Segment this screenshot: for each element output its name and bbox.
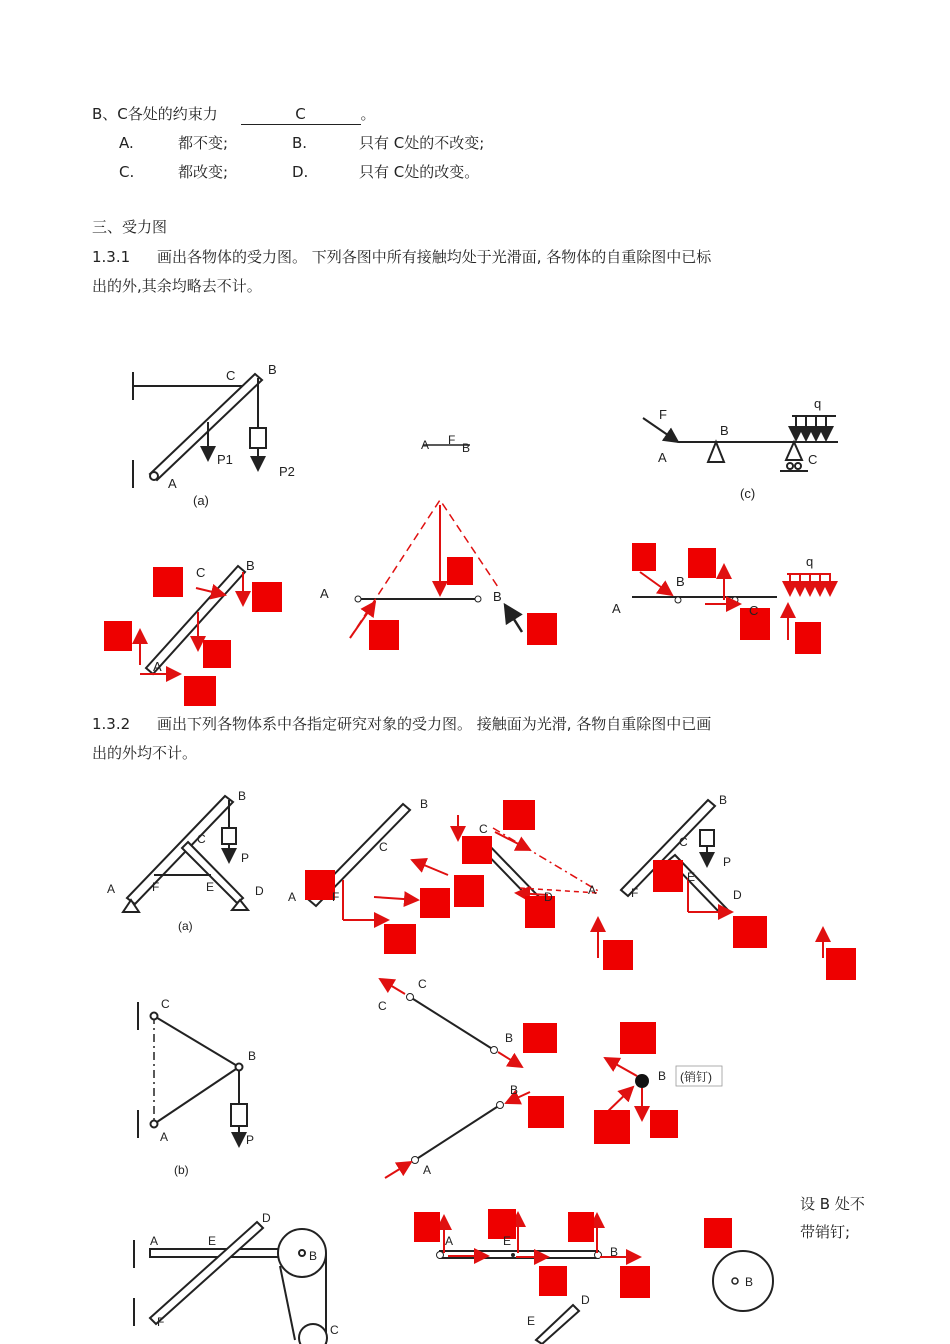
label-p: P (246, 1133, 255, 1147)
p132-number: 1.3.2 (92, 715, 131, 733)
option-a-key: A. (119, 134, 134, 152)
label-b: B (462, 441, 471, 455)
label-a: A (320, 586, 329, 601)
side-note-1: 设 B 处不 (800, 1195, 865, 1213)
label-c: C (197, 832, 206, 846)
label-b: B (719, 793, 728, 807)
label-a: A (423, 1163, 432, 1177)
label-c: C (196, 565, 206, 580)
label-ya (305, 870, 335, 900)
label-yb (568, 1212, 594, 1242)
label-f-box (447, 557, 473, 585)
label-a: A (168, 476, 177, 491)
option-c-key: C. (119, 163, 135, 181)
question-stem-suffix: 。 (360, 105, 376, 123)
label-c: C (479, 822, 488, 836)
label-f: F (631, 886, 639, 900)
label-d: D (733, 888, 742, 902)
label-f: F (152, 880, 160, 894)
label-c: C (749, 603, 759, 618)
label-xa (184, 676, 216, 706)
p131-line2: 出的外,其余均略去不计。 (92, 277, 262, 295)
label-f: F (157, 1315, 165, 1329)
pin-label: (销钉) (680, 1070, 712, 1084)
label-b: B (246, 558, 255, 573)
label-a: A (445, 1234, 454, 1248)
p132-line2: 出的外均不计。 (92, 744, 198, 762)
label-yd-2 (826, 948, 856, 980)
label-p1: P1 (217, 452, 233, 467)
option-b-key: B. (292, 134, 308, 152)
label-e: E (503, 1234, 512, 1248)
label-a: A (160, 1130, 169, 1144)
fig-131b (421, 433, 470, 455)
label-fc (153, 567, 183, 597)
label-fab (528, 1096, 564, 1128)
answer-row-2 (288, 793, 856, 980)
option-c-text: 都改变; (178, 163, 229, 181)
fig-131a-caption: (a) (193, 493, 209, 508)
label-b: B (610, 1245, 619, 1259)
label-c: C (808, 452, 818, 467)
label-yc (795, 622, 821, 654)
label-fc-2 (503, 800, 535, 830)
section-heading: 三、受力图 (92, 218, 168, 236)
label-e: E (208, 1234, 217, 1248)
label-yd (603, 940, 633, 970)
pulley-disc (713, 1251, 773, 1311)
label-fbc-2 (620, 1022, 656, 1054)
label-yb (688, 548, 716, 578)
label-fc (454, 875, 484, 907)
label-fb (527, 613, 557, 645)
label-b: B (510, 1083, 519, 1097)
label-xe (539, 1266, 567, 1296)
label-p2-box (252, 582, 282, 612)
p131-line1: 画出各物体的受力图。 下列各图中所有接触均处于光滑面, 各物体的自重除图中已标 (157, 248, 712, 266)
label-xb (620, 1266, 650, 1298)
label-p-box (650, 1110, 678, 1138)
option-d-key: D. (292, 163, 309, 181)
label-a: A (612, 601, 621, 616)
label-b: B (248, 1049, 257, 1063)
label-a: A (153, 659, 162, 674)
p131-number: 1.3.1 (92, 248, 131, 266)
label-d: D (255, 884, 264, 898)
label-b: B (745, 1275, 754, 1289)
label-q: q (806, 554, 814, 569)
label-p-box (462, 836, 492, 864)
rod-ab (150, 374, 262, 480)
label-xa (384, 924, 416, 954)
fig-131c-caption: (c) (740, 486, 756, 501)
label-q: q (814, 396, 822, 411)
side-note-2: 带销钉; (800, 1223, 851, 1241)
label-e: E (206, 880, 215, 894)
label-b: B (268, 362, 277, 377)
label-f: F (448, 433, 456, 447)
label-a: A (588, 883, 597, 897)
label-b: B (676, 574, 685, 589)
option-a-text: 都不变; (178, 134, 229, 152)
label-a: A (658, 450, 667, 465)
label-e: E (527, 1314, 536, 1328)
label-p1-box (203, 640, 231, 668)
fig-132b-caption: (b) (174, 1163, 189, 1177)
option-d-text: 只有 C处的改变。 (359, 163, 480, 181)
label-f: F (659, 407, 667, 422)
answer-row-1 (104, 500, 831, 706)
label-ff (420, 888, 450, 918)
label-xa-2 (733, 916, 767, 948)
fig-132a (123, 796, 248, 912)
label-p2: P2 (279, 464, 295, 479)
label-ya (414, 1212, 440, 1242)
label-fd (704, 1218, 732, 1248)
label-c: C (161, 997, 170, 1011)
label-c: C (378, 999, 387, 1013)
label-b: B (309, 1249, 318, 1263)
label-c: C (379, 840, 388, 854)
label-ya-2 (653, 860, 683, 892)
label-fa (369, 620, 399, 650)
label-c: C (679, 835, 688, 849)
label-d: D (581, 1293, 590, 1307)
label-e: E (687, 870, 696, 884)
question-stem-prefix: B、C各处的约束力 (92, 105, 218, 123)
label-b: B (420, 797, 429, 811)
label-ye (488, 1209, 516, 1239)
label-f: F (332, 890, 340, 904)
label-fbc (523, 1023, 557, 1053)
label-fab-2 (594, 1110, 630, 1144)
label-a: A (288, 890, 297, 904)
label-d: D (544, 890, 553, 904)
label-b: B (505, 1031, 514, 1045)
label-p: P (241, 851, 250, 865)
option-b-text: 只有 C处的不改变; (359, 134, 485, 152)
label-a: A (421, 438, 430, 452)
label-b: B (658, 1069, 667, 1083)
label-c: C (418, 977, 427, 991)
label-p: P (723, 855, 732, 869)
label-b: B (493, 589, 502, 604)
label-b: B (238, 789, 247, 803)
label-c: C (330, 1323, 339, 1337)
answer-row-3 (378, 977, 722, 1178)
label-ya (104, 621, 132, 651)
answer-row-4 (414, 1209, 773, 1344)
label-a: A (107, 882, 116, 896)
fig-132b (138, 1002, 247, 1146)
label-b: B (720, 423, 729, 438)
p132-line1: 画出下列各物体系中各指定研究对象的受力图。 接触面为光滑, 各物自重除图中已画 (157, 715, 712, 733)
fig-131a (133, 372, 266, 488)
answer-text: C (295, 105, 306, 123)
label-d: D (262, 1211, 271, 1225)
weight-box (250, 428, 266, 448)
label-c: C (226, 368, 236, 383)
label-f-box (632, 543, 656, 571)
fig-132a-caption: (a) (178, 919, 193, 933)
label-a: A (150, 1234, 159, 1248)
